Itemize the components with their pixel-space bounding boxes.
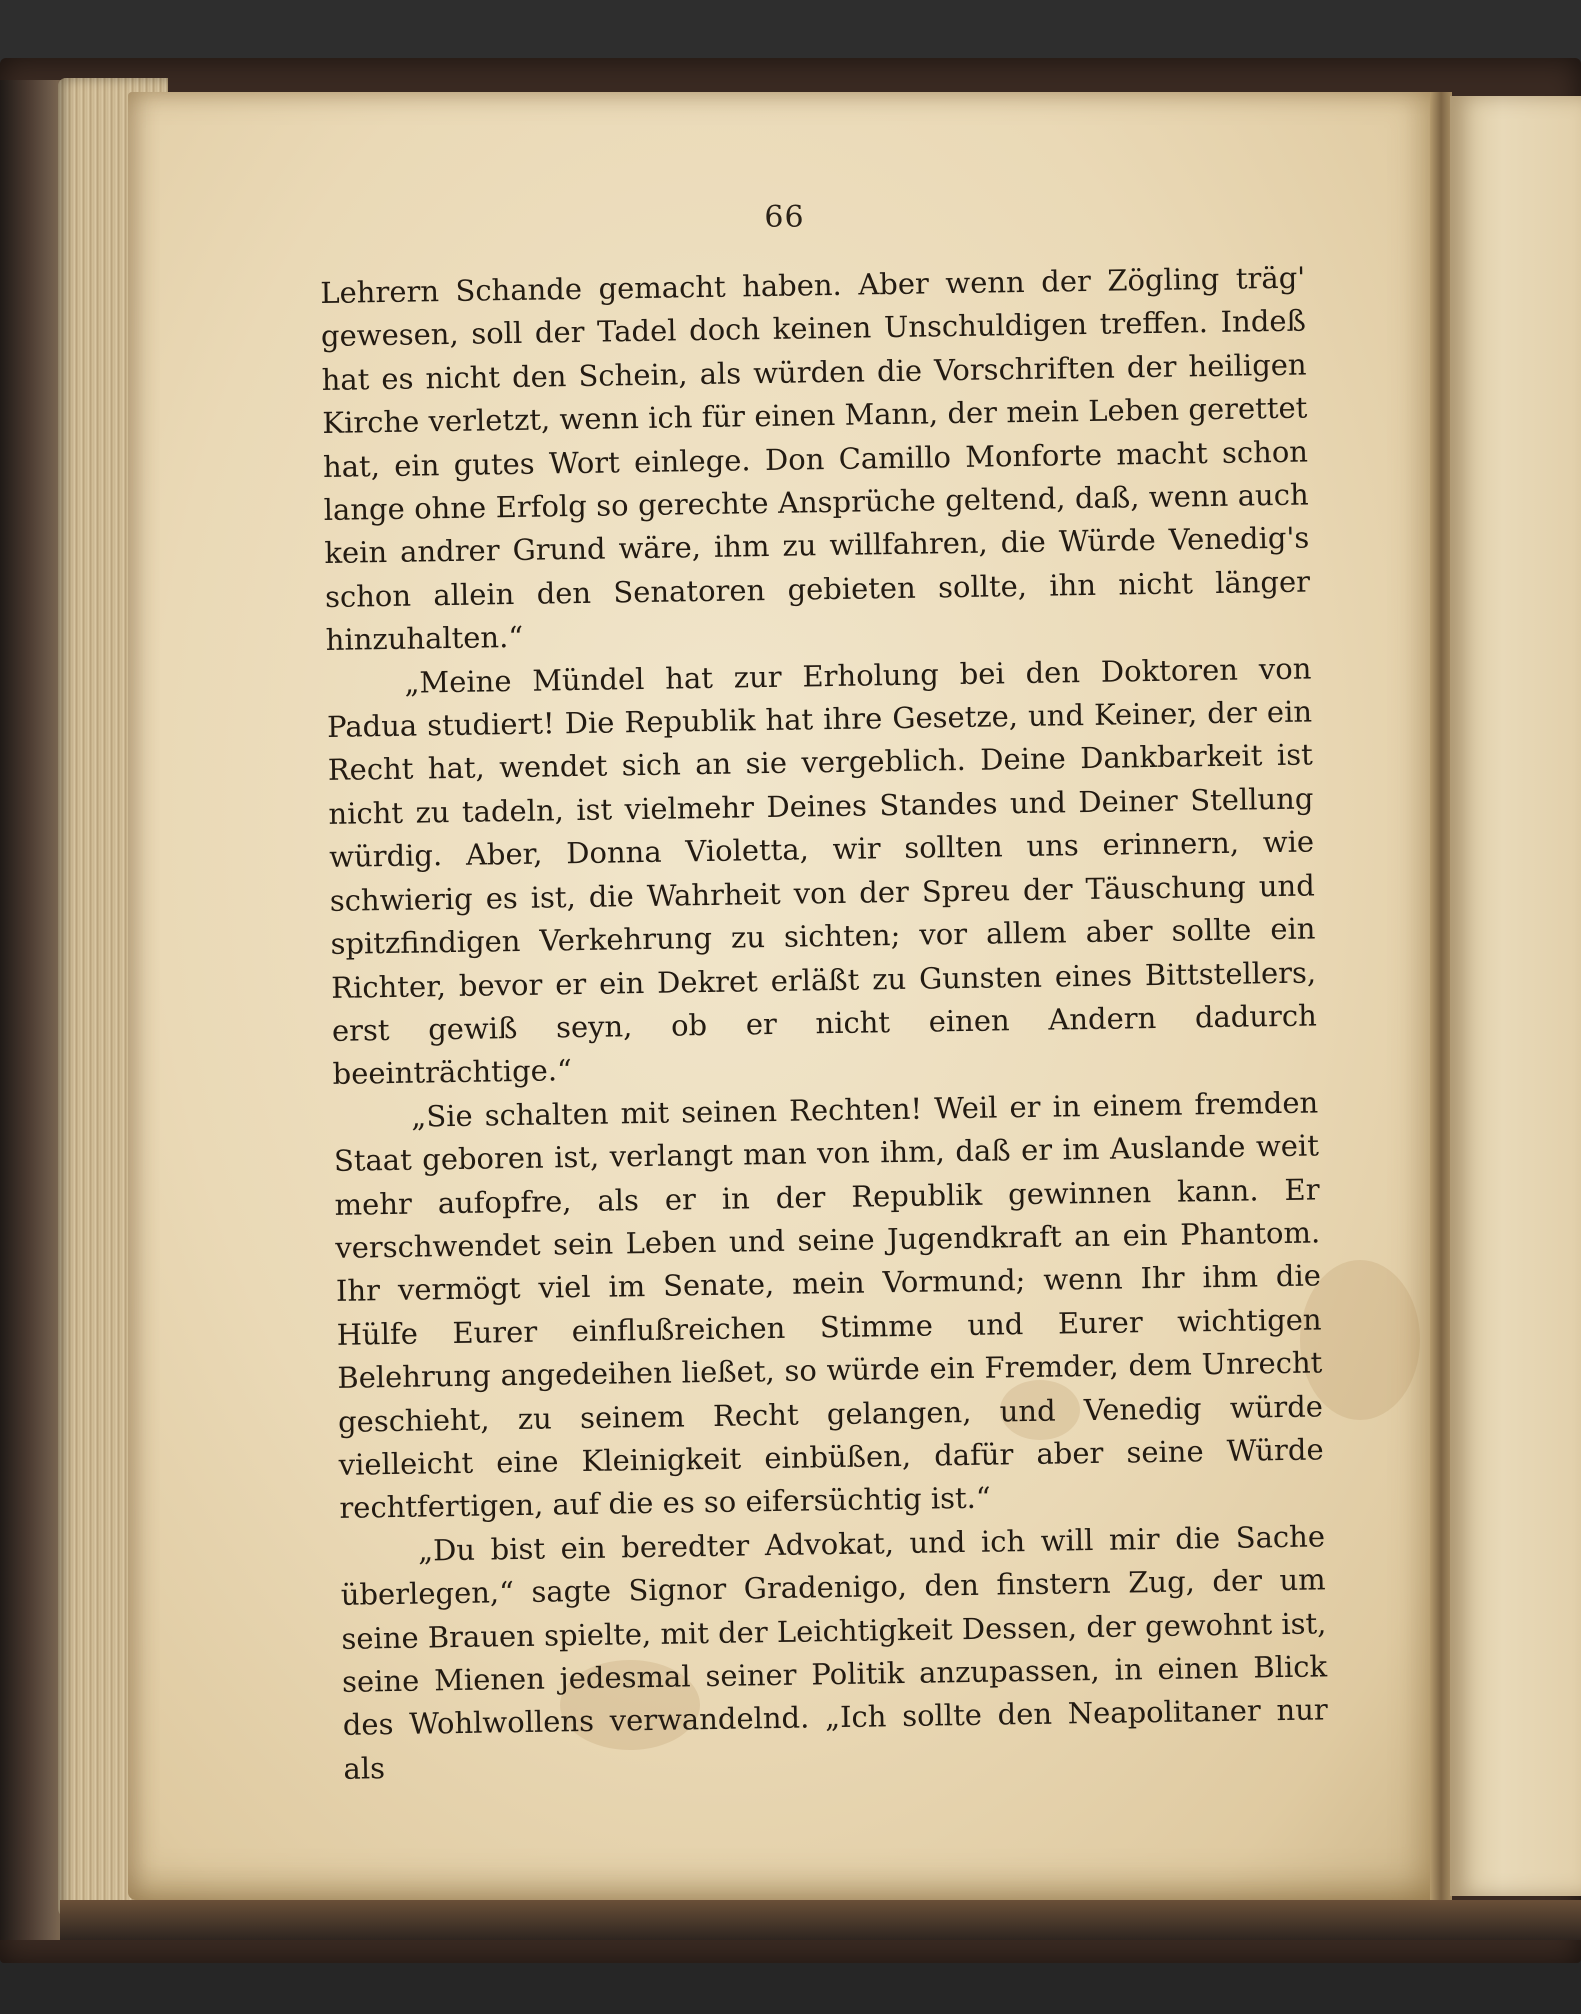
paragraph: Lehrern Schande gemacht haben. Aber wenn der Zögling träg' gewesen, soll der Tadel doch keinen Unschuldigen treffen. Indeß hat es nicht den Schein, als würden die Vorschriften der heiligen Kirche verletzt, wenn ich für einen Mann, der mein Leben gerettet hat, ein gutes Wort einlege. Don Camillo Monforte macht schon lange ohne Erfolg so gerechte Ansprüche geltend, daß, wenn auch kein andrer Grund wäre, ihm zu willfahren, die Würde Venedig's schon allein den Senatoren gebieten sollte, ihn nicht länger hinzuhalten.“ [320, 260, 1311, 658]
facing-page [1450, 96, 1581, 1896]
page-number [0, 200, 1581, 235]
book-bottom-edge [60, 1900, 1581, 1940]
paragraph: „Du bist ein beredter Advokat, und ich will mir die Sache überlegen,“ sagte Signor Gradenigo, den finstern Zug, der um seine Brauen spielte, mit der Leichtigkeit Dessen, der gewohnt ist, seine Mienen jedesmal seiner Politik anzupassen, in einen Blick des Wohlwollens verwandelnd. „Ich sollte den Neapolitaner nur als [340, 1519, 1328, 1786]
body-text [320, 257, 1329, 1792]
page-number-text: 66 [764, 200, 805, 235]
paragraph: „Sie schalten mit seinen Rechten! Weil er in einem fremden Staat geboren ist, verlangt man von ihm, daß er im Auslande weit mehr aufopfre, als er in der Republik gewinnen kann. Er verschwendet sein Leben und seine Jugendkraft an ein Phantom. Ihr vermögt viel im Senate, mein Vormund; wenn Ihr ihm die Hülfe Eurer einflußreichen Stimme und Eurer wichtigen Belehrung angedeihen ließet, so würde ein Fremder, dem Unrecht geschieht, zu seinem Recht gelangen, und Venedig würde vielleicht eine Kleinigkeit einbüßen, dafür aber seine Würde rechtfertigen, auf die es so eifersüchtig ist.“ [333, 1085, 1324, 1526]
book-gutter [1430, 92, 1452, 1900]
paragraph: „Meine Mündel hat zur Erholung bei den Doktoren von Padua studiert! Die Republik hat ihre Gesetze, und Keiner, der ein Recht hat, wendet sich an sie vergeblich. Deine Dankbarkeit ist nicht zu tadeln, ist vielmehr Deines Standes und Deiner Stellung würdig. Aber, Donna Violetta, wir sollten uns erinnern, wie schwierig es ist, die Wahrheit von der Spreu der Täuschung und spitzfindigen Verkehrung zu sichten; vor allem aber sollte ein Richter, bevor er ein Dekret erläßt zu Gunsten eines Bittstellers, erst gewiß seyn, ob er nicht einen Andern dadurch beeinträchtige.“ [326, 651, 1318, 1092]
